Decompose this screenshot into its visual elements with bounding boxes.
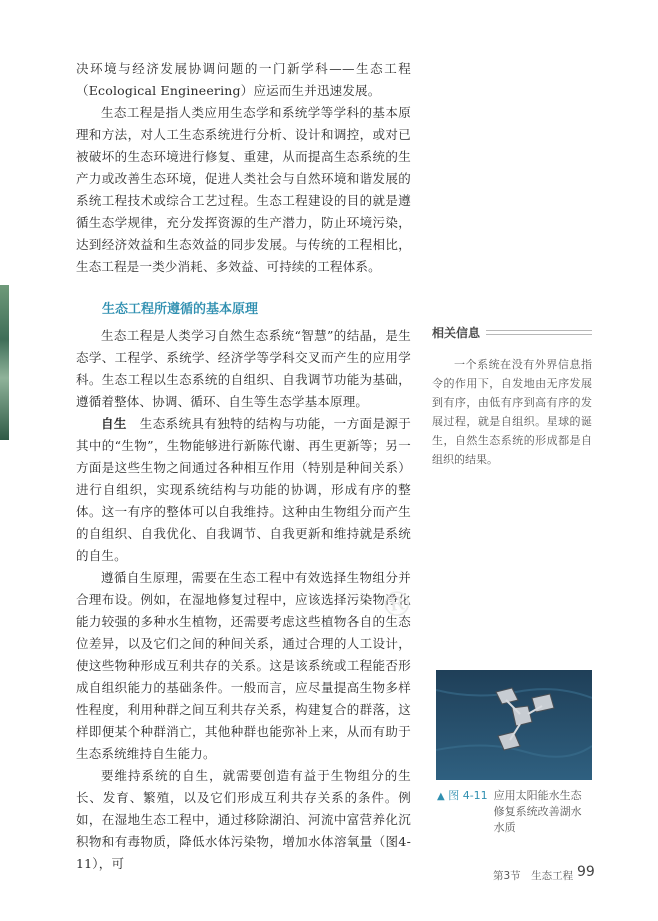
watermark-registered: ® — [377, 582, 417, 628]
paragraph-definition: 生态工程是指人类应用生态学和系统学等学科的基本原理和方法，对人工生态系统进行分析、设计和调控，或对已被破坏的生态环境进行修复、重建，从而提高生态系统的生产力或改善生态环境，促进人类社会与自然环境和谐发展的系统工程技术或综合工艺过程。生态工程建设的目的就是遵循生态学规律，充分发挥资源的生产潜力，防止环境污染，达到经济效益和生态效益的同步发展。与传统的工程相比，生态工程是一类少消耗、多效益、可持续的工程体系。 — [76, 105, 411, 274]
paragraph-principles: 生态工程是人类学习自然生态系统“智慧”的结晶，是生态学、工程学、系统学、经济学等学科交叉而产生的应用学科。生态工程以生态系统的自组织、自我调节功能为基础，遵循着整体、协调、循环、自生等生态学基本原理。 — [76, 328, 411, 409]
related-info-header — [432, 324, 592, 341]
triangle-marker-icon: ▲ — [437, 791, 445, 802]
figure-caption-text: 应用太阳能水生态修复系统改善湖水水质 — [493, 789, 582, 834]
related-info-title: 相关信息 — [432, 326, 481, 340]
paragraph-maintenance: 要维持系统的自生，就需要创造有益于生物组分的生长、发育、繁殖，以及它们形成互利共存关系的条件。例如，在湿地生态工程中，通过移除湖泊、河流中富营养化沉积物和有毒物质，降低水体污染物，增加水体溶氧量（图4-11），可 — [76, 768, 411, 871]
footer-section: 第3节 生态工程 — [493, 870, 574, 882]
self-generation-text: 生态系统具有独特的结构与功能，一方面是源于其中的“生物”，生物能够进行新陈代谢、再生更新等；另一方面是这些生物之间通过各种相互作用（特别是种间关系）进行自组织，实现系统结构与功能的协调，形成有序的整体。这一有序的整体可以自我维持。这种由生物组分而产生的自组织、自我优化、自我调节、自我更新和维持就是系统的自生。 — [76, 416, 411, 563]
term-self-generation: 自生 — [101, 416, 127, 431]
section-title: 生态工程所遵循的基本原理 — [102, 302, 259, 317]
paragraph-intro: 决环境与经济发展协调问题的一门新学科——生态工程（Ecological Engineering）应运而生并迅速发展。 — [76, 61, 411, 98]
divider — [486, 330, 592, 335]
figure-photo — [436, 670, 592, 780]
solar-restoration-photo — [436, 670, 592, 780]
figure-caption — [437, 788, 597, 836]
related-info-text: 一个系统在没有外界信息指令的作用下，自发地由无序发展到有序，由低有序到高有序的发展过程，就是自组织。星球的诞生，自然生态系统的形成都是自组织的结果。 — [432, 358, 592, 466]
page-number: 99 — [577, 864, 595, 880]
main-text-column — [76, 58, 411, 875]
figure-label: 图 4-11 — [448, 789, 488, 802]
edge-photo-strip — [0, 285, 9, 440]
related-info-box — [432, 324, 592, 469]
paragraph-application: 遵循自生原理，需要在生态工程中有效选择生物组分并合理布设。例如，在湿地修复过程中，应该选择污染物净化能力较强的多种水生植物，还需要考虑这些植物各自的生态位差异，以及它们之间的种间关系，通过合理的人工设计，使这些物种形成互利共存的关系。这是该系统或工程能否形成自组织能力的基础条件。一般而言，应尽量提高生物多样性程度，利用种群之间互利共存关系，构建复合的群落，这样即便某个种群消亡，其他种群也能弥补上来，从而有助于生态系统维持自生能力。 — [76, 570, 411, 761]
paragraph-self-generation — [76, 413, 411, 567]
